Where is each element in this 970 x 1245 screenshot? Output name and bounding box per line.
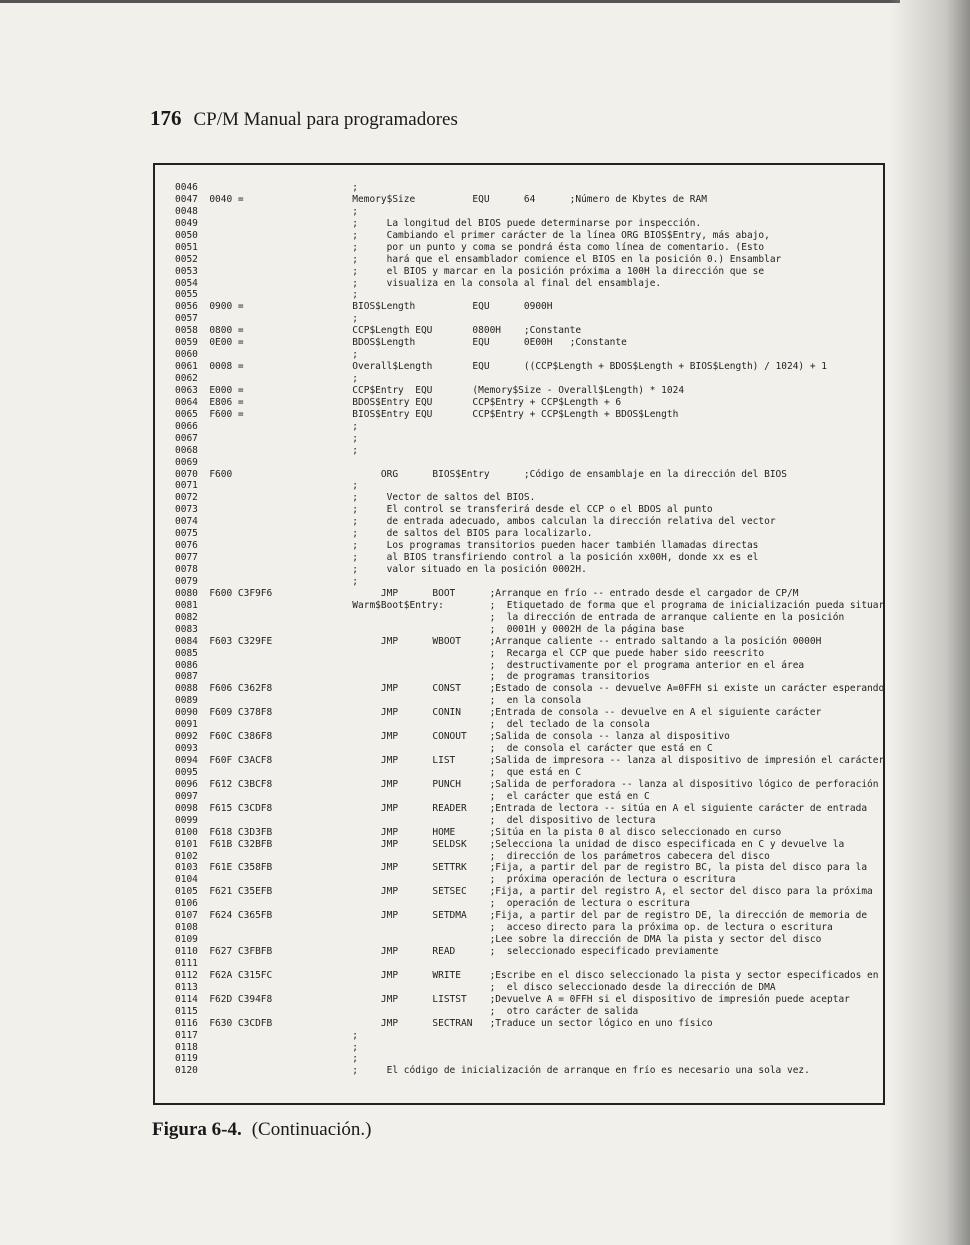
listing-line: 0092 F60C C386F8 JMP CONOUT ;Salida de consola -- lanza al dispositivo: [175, 731, 730, 743]
listing-line: 0069: [175, 456, 198, 468]
listing-line: 0115 ; otro carácter de salida: [175, 1005, 639, 1017]
listing-line: 0112 F62A C315FC JMP WRITE ;Escribe en el disco seleccionado la pista y sector especificados en: [175, 969, 879, 981]
listing-line: 0068 ;: [175, 444, 359, 456]
listing-line: 0078 ; valor situado en la posición 0002H.: [175, 564, 587, 575]
listing-line: 0080 F600 C3F9F6 JMP BOOT ;Arranque en frío -- entrado desde el cargador de CP/M: [175, 587, 799, 599]
listing-line: 0066 ;: [175, 420, 359, 432]
figure-caption-text: (Continuación.): [251, 1119, 372, 1140]
listing-line: 0109 ;Lee sobre la dirección de DMA la pista y sector del disco: [175, 934, 822, 946]
top-edge-rule: [0, 0, 900, 3]
listing-line: 0082 ; la dirección de entrada de arranque caliente en la posición: [175, 611, 845, 623]
listing-line: 0099 ; del dispositivo de lectura: [175, 814, 656, 826]
listing-line: 0067 ;: [175, 432, 359, 444]
listing-line: 0119 ;: [175, 1053, 359, 1065]
listing-line: 0072 ; Vector de saltos del BIOS.: [175, 492, 536, 504]
listing-line: 0047 0040 = Memory$Size EQU 64 ;Número de Kbytes de RAM: [175, 193, 707, 205]
listing-line: 0076 ; Los programas transitorios pueden hacer también llamadas directas: [175, 540, 759, 552]
listing-line: 0102 ; dirección de los parámetros cabecera del disco: [175, 850, 770, 862]
listing-line: 0081 Warm$Boot$Entry: ; Etiquetado de forma que el programa de inicialización pueda situar: [175, 599, 885, 611]
listing-line: 0096 F612 C3BCF8 JMP PUNCH ;Salida de perforadora -- lanza al dispositivo lógico de perforación: [175, 778, 879, 790]
listing-line: 0074 ; de entrada adecuado, ambos calculan la dirección relativa del vector: [175, 516, 776, 528]
page-header: [150, 106, 458, 131]
figure-label: Figura 6-4.: [152, 1119, 242, 1140]
listing-line: 0117 ;: [175, 1029, 359, 1041]
listing-line: 0051 ; por un punto y coma se pondrá ésta como línea de comentario. (Esto: [175, 241, 765, 253]
binding-shadow: [890, 0, 970, 1245]
listing-line: 0077 ; al BIOS transfiriendo control a la posición xx00H, donde xx es el: [175, 552, 759, 564]
listing-line: 0064 E806 = BDOS$Entry EQU CCP$Entry + CCP$Length + 6: [175, 396, 622, 408]
listing-line: 0086 ; destructivamente por el programa anterior en el área: [175, 659, 805, 671]
listing-line: 0056 0900 = BIOS$Length EQU 0900H: [175, 301, 553, 313]
listing-line: 0108 ; acceso directo para la próxima op. de lectura o escritura: [175, 922, 833, 934]
listing-line: 0071 ;: [175, 480, 359, 492]
listing-line: 0057 ;: [175, 313, 359, 325]
listing-line: 0058 0800 = CCP$Length EQU 0800H ;Constante: [175, 325, 582, 337]
listing-line: 0107 F624 C365FB JMP SETDMA ;Fija, a partir del par de registro DE, la dirección de memoria de: [175, 910, 868, 922]
page-number: 176: [150, 106, 182, 130]
assembly-listing: [175, 182, 884, 1077]
listing-line: 0079 ;: [175, 575, 359, 587]
listing-line: 0103 F61E C358FB JMP SETTRK ;Fija, a partir del par de registro BC, la pista del disco para la: [175, 862, 868, 874]
listing-line: 0101 F61B C32BFB JMP SELDSK ;Selecciona la unidad de disco especificada en C y devuelve la: [175, 838, 845, 850]
listing-line: 0061 0008 = Overall$Length EQU ((CCP$Length + BDOS$Length + BIOS$Length) / 1024) + 1: [175, 361, 828, 373]
listing-line: 0118 ;: [175, 1041, 359, 1053]
code-listing-figure: [153, 163, 885, 1105]
listing-line: 0089 ; en la consola: [175, 695, 582, 707]
listing-line: 0065 F600 = BIOS$Entry EQU CCP$Entry + CCP$Length + BDOS$Length: [175, 408, 679, 420]
listing-line: 0060 ;: [175, 349, 359, 361]
listing-line: 0063 E000 = CCP$Entry EQU (Memory$Size - Overall$Length) * 1024: [175, 384, 685, 396]
listing-line: 0050 ; Cambiando el primer carácter de la línea ORG BIOS$Entry, más abajo,: [175, 229, 770, 241]
listing-line: 0049 ; La longitud del BIOS puede determinarse por inspección.: [175, 217, 702, 229]
listing-line: 0053 ; el BIOS y marcar en la posición próxima a 100H la dirección que se: [175, 265, 765, 277]
listing-line: 0106 ; operación de lectura o escritura: [175, 898, 690, 910]
listing-line: 0073 ; El control se transferirá desde el CCP o el BDOS al punto: [175, 504, 713, 516]
running-title: CP/M Manual para programadores: [193, 109, 458, 130]
listing-line: 0075 ; de saltos del BIOS para localizarlo.: [175, 528, 593, 540]
listing-line: 0114 F62D C394F8 JMP LISTST ;Devuelve A = 0FFH si el dispositivo de impresión puede aceptar: [175, 993, 850, 1005]
listing-line: 0059 0E00 = BDOS$Length EQU 0E00H ;Constante: [175, 337, 627, 349]
listing-line: 0085 ; Recarga el CCP que puede haber sido reescrito: [175, 647, 765, 659]
listing-line: 0116 F630 C3CDFB JMP SECTRAN ;Traduce un sector lógico en uno físico: [175, 1017, 713, 1029]
listing-line: 0097 ; el carácter que está en C: [175, 790, 650, 802]
listing-line: 0054 ; visualiza en la consola al final del ensamblaje.: [175, 277, 662, 289]
listing-line: 0084 F603 C329FE JMP WBOOT ;Arranque caliente -- entrado saltando a la posición 0000H: [175, 635, 822, 647]
listing-line: 0083 ; 0001H y 0002H de la página base: [175, 623, 685, 635]
figure-caption: [152, 1119, 372, 1141]
listing-line: 0091 ; del teclado de la consola: [175, 719, 650, 731]
listing-line: 0111: [175, 957, 198, 969]
listing-line: 0110 F627 C3FBFB JMP READ ; seleccionado especificado previamente: [175, 946, 719, 957]
listing-line: 0055 ;: [175, 289, 359, 301]
listing-line: 0095 ; que está en C: [175, 766, 582, 778]
listing-line: 0093 ; de consola el carácter que está en C: [175, 743, 713, 755]
listing-line: 0062 ;: [175, 373, 359, 384]
listing-line: 0105 F621 C35EFB JMP SETSEC ;Fija, a partir del registro A, el sector del disco para la próxima: [175, 886, 873, 898]
listing-line: 0046 ;: [175, 182, 359, 193]
listing-line: 0052 ; hará que el ensamblador comience el BIOS en la posición 0.) Ensamblar: [175, 253, 782, 265]
listing-line: 0120 ; El código de inicialización de arranque en frío es necesario una sola vez.: [175, 1065, 810, 1077]
listing-line: 0090 F609 C378F8 JMP CONIN ;Entrada de consola -- devuelve en A el siguiente carácter: [175, 707, 822, 719]
listing-line: 0048 ;: [175, 205, 359, 217]
listing-line: 0098 F615 C3CDF8 JMP READER ;Entrada de lectora -- sitúa en A el siguiente carácter de entrada: [175, 802, 868, 814]
listing-line: 0104 ; próxima operación de lectura o escritura: [175, 874, 736, 886]
listing-line: 0088 F606 C362F8 JMP CONST ;Estado de consola -- devuelve A=0FFH si existe un carácter esperando: [175, 683, 885, 695]
listing-line: 0113 ; el disco seleccionado desde la dirección de DMA: [175, 981, 776, 993]
listing-line: 0070 F600 ORG BIOS$Entry ;Código de ensamblaje en la dirección del BIOS: [175, 468, 787, 480]
listing-line: 0094 F60F C3ACF8 JMP LIST ;Salida de impresora -- lanza al dispositivo de impresión el carácter: [175, 755, 885, 766]
listing-line: 0087 ; de programas transitorios: [175, 671, 650, 683]
listing-line: 0100 F618 C3D3FB JMP HOME ;Sitúa en la pista 0 al disco seleccionado en curso: [175, 826, 782, 838]
